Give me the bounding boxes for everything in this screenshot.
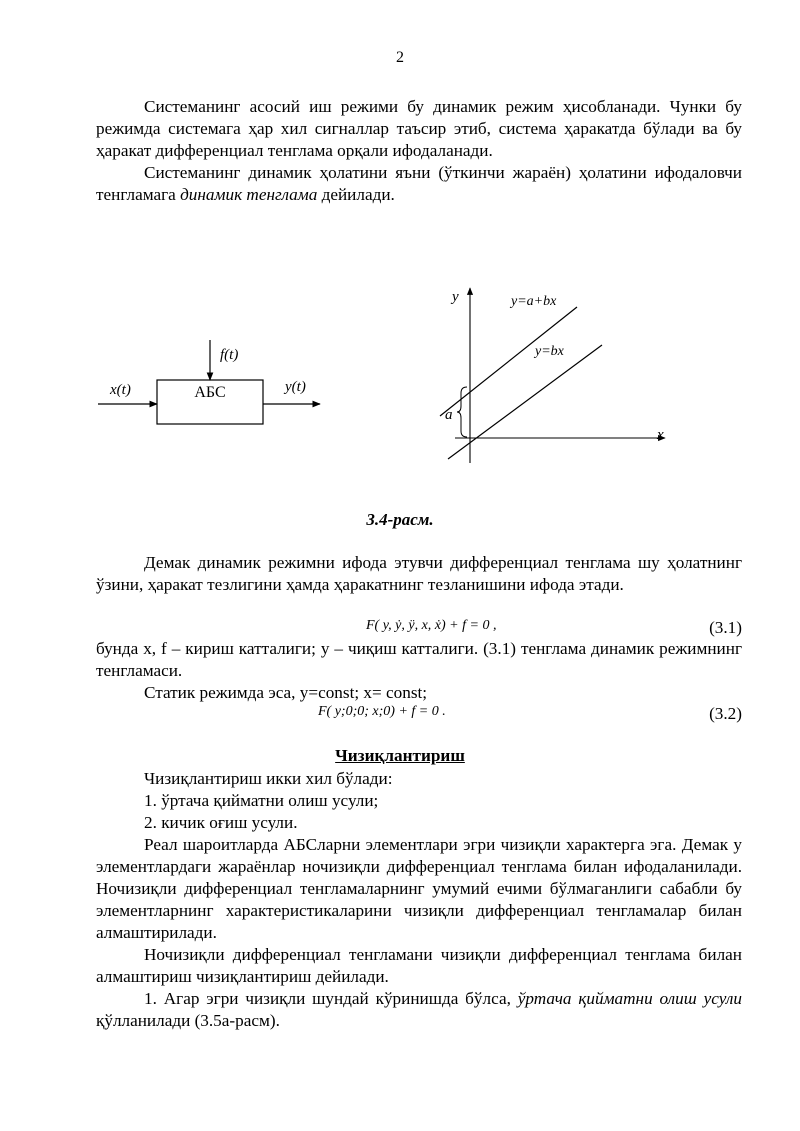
output-label: y(t) xyxy=(285,379,306,395)
intro-p2-tail: дейилади. xyxy=(317,185,395,204)
line-y-bx xyxy=(448,345,602,459)
line-y-bx-label: y=bx xyxy=(535,344,564,359)
paragraph-4: бунда x, f – кириш катталиги; y – чиқиш катталиги. (3.1) тенглама динамик режимнинг тенгламаси. xyxy=(96,639,742,680)
equation-3-2 xyxy=(96,702,742,724)
figure-caption: 3.4-расм. xyxy=(366,510,434,529)
equation-3-2-number: (3.2) xyxy=(709,704,742,723)
x-axis-label: x xyxy=(657,427,664,443)
paragraph-6: Реал шароитларда АБСларни элементлари эгри чизиқли характерга эга. Демак у элементлардаги жараёнлар ночизиқли дифференциал тенглама билан ифодаланилади. Ночизиқли дифференциал тенгламаларнинг умумий ечими бўлмаганлиги сабабли бу элементларнинг характеристикаларини чизиқли дифференциал тенгламалар билан алмаштирилади. xyxy=(96,835,742,942)
offset-brace xyxy=(457,387,467,437)
list-item-1: 1. ўртача қийматни олиш усули; xyxy=(144,791,379,810)
abs-box-label: АБС xyxy=(194,384,226,401)
intro-paragraph-2 xyxy=(96,162,742,206)
section-heading: Чизиқлантириш xyxy=(335,746,465,765)
paragraph-8-text: 1. Агар эгри чизиқли шундай кўринишда бўлса, xyxy=(144,989,518,1008)
paragraph-8-tail: қўлланилади (3.5а-расм). xyxy=(96,1011,280,1030)
paragraph-7: Ночизиқли дифференциал тенгламани чизиқли дифференциал тенглама билан алмаштириш чизиқлантириш дейилади. xyxy=(96,945,742,986)
equation-3-1 xyxy=(96,616,742,638)
linear-graph xyxy=(440,288,665,463)
intro-p2-text: Системанинг динамик ҳолатини яъни (ўткинчи жараён) ҳолатини ифодаловчи тенгламага xyxy=(96,163,742,204)
block-diagram xyxy=(98,340,320,424)
equation-3-1-number: (3.1) xyxy=(709,618,742,637)
line-y-a-bx-label: y=a+bx xyxy=(511,294,557,309)
average-value-method-term: ўртача қийматни олиш усули xyxy=(517,989,742,1008)
paragraph-3: Демак динамик режимни ифода этувчи дифференциал тенглама шу ҳолатнинг ўзини, ҳаракат тезлигини ҳамда ҳаракатнинг тезланишини ифода этади. xyxy=(96,553,742,594)
offset-label: a xyxy=(445,407,453,423)
equation-3-1-formula: F( y, ẏ, ÿ, x, ẋ) + f = 0 , xyxy=(366,618,497,633)
section-intro: Чизиқлантириш икки хил бўлади: xyxy=(144,769,393,788)
dynamic-equation-term: динамик тенглама xyxy=(180,185,318,204)
list-item-2: 2. кичик оғиш усули. xyxy=(144,813,298,832)
figure-3-4 xyxy=(0,270,800,470)
paragraph-5: Статик режимда эса, y=const; x= const; xyxy=(144,683,428,702)
disturbance-label: f(t) xyxy=(220,347,239,363)
equation-3-2-formula: F( y;0;0; x;0) + f = 0 . xyxy=(318,704,446,719)
y-axis-label: y xyxy=(452,289,459,305)
page-number: 2 xyxy=(396,49,404,66)
paragraph-8 xyxy=(96,988,742,1032)
intro-paragraph-1: Системанинг асосий иш режими бу динамик режим ҳисобланади. Чунки бу режимда системага ҳар хил сигналлар таъсир этиб, система ҳаракатда бўлади ва бу ҳаракат дифференциал тенглама орқали ифодаланади. xyxy=(96,97,742,160)
input-label: x(t) xyxy=(110,382,131,398)
